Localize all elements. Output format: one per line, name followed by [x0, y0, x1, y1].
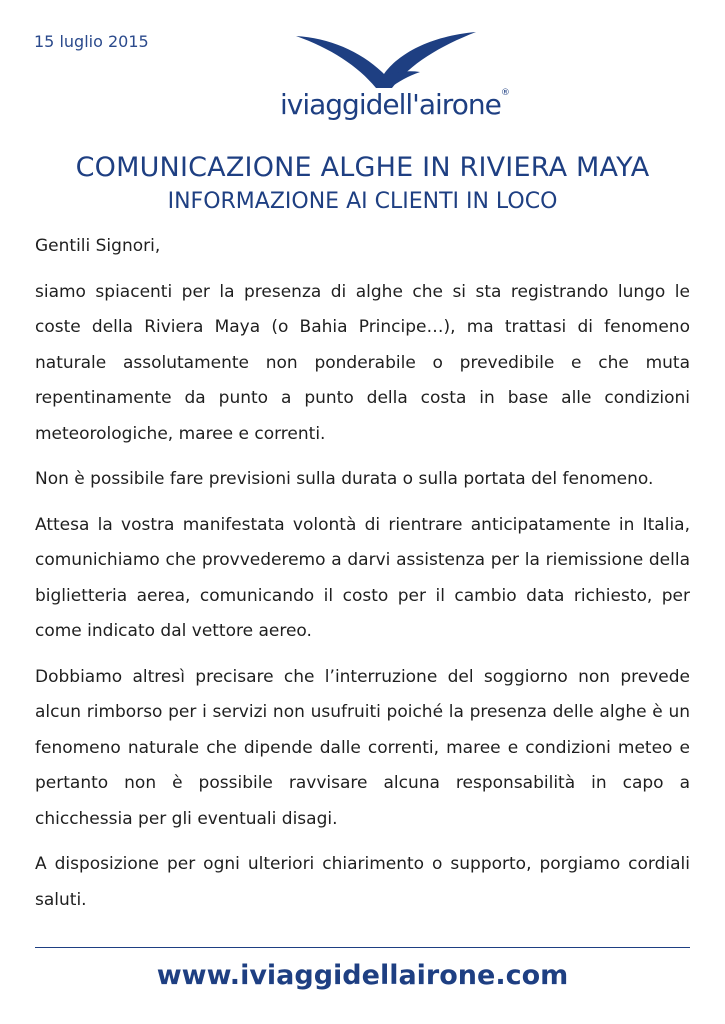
letter-date: 15 luglio 2015 — [34, 32, 149, 51]
paragraph: siamo spiacenti per la presenza di alghe che si sta registrando lungo le coste della Riviera Maya (o Bahia Principe…), ma trattasi di fenomeno naturale assolutamente non ponderabile o prevedibile e che muta repentinamente da punto a punto della costa in base alle condizioni meteorologiche, maree e correnti. — [35, 281, 690, 444]
brand-name: iviaggidell'airone® — [280, 88, 510, 121]
paragraph: Non è possibile fare previsioni sulla durata o sulla portata del fenomeno. — [35, 469, 654, 489]
page-subtitle: INFORMAZIONE AI CLIENTI IN LOCO — [167, 189, 558, 214]
bird-wings-icon — [280, 30, 490, 90]
paragraph: Attesa la vostra manifestata volontà di rientrare anticipatamente in Italia, comunichiamo che provvederemo a darvi assistenza per la riemissione della biglietteria aerea, comunicando il costo per il cambio data richiesto, per come indicato dal vettore aereo. — [35, 514, 690, 641]
paragraph: A disposizione per ogni ulteriori chiarimento o supporto, porgiamo cordiali saluti. — [35, 854, 690, 910]
greeting: Gentili Signori, — [35, 236, 161, 256]
paragraph: Dobbiamo altresì precisare che l’interruzione del soggiorno non prevede alcun rimborso per i servizi non usufruiti poiché la presenza delle alghe è un fenomeno naturale che dipende dalle correnti, maree e condizioni meteo e pertanto non è possibile ravvisare alcuna responsabilità in capo a chicchessia per gli eventuali disagi. — [35, 666, 690, 829]
company-logo — [280, 30, 510, 130]
website-link[interactable]: www.iviaggidellairone.com — [156, 960, 569, 991]
letter-body — [35, 229, 690, 928]
page-title: COMUNICAZIONE ALGHE IN RIVIERA MAYA — [75, 152, 650, 183]
footer-divider — [35, 947, 690, 948]
